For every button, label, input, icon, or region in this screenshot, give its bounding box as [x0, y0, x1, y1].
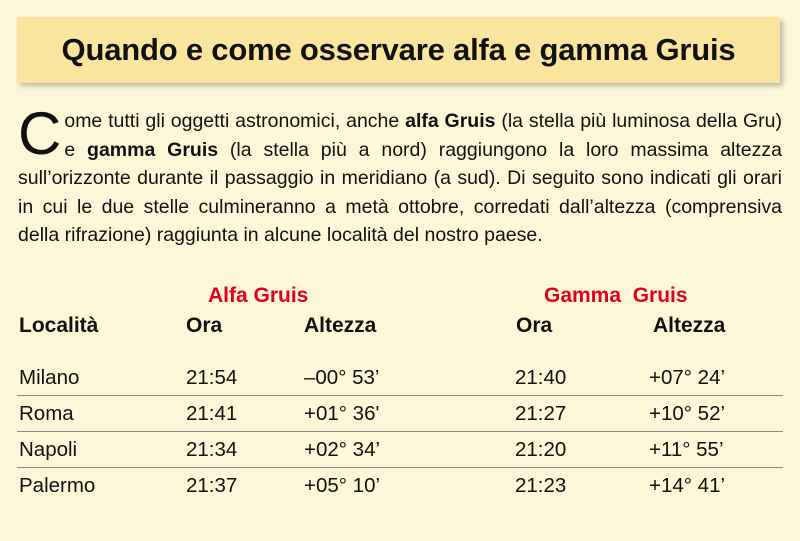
intro-text-2: (la stella più luminosa della Gru) e	[64, 110, 783, 161]
drop-cap: C	[18, 100, 62, 167]
cell-altitude-gamma: +14° 41’	[649, 474, 726, 497]
cell-location: Roma	[19, 402, 74, 425]
table-row	[17, 432, 783, 468]
header-time-alfa: Ora	[186, 314, 223, 337]
header-altitude-alfa: Altezza	[304, 314, 377, 337]
cell-time-alfa: 21:37	[186, 474, 238, 497]
page-title: Quando e come osservare alfa e gamma Gruis	[61, 32, 736, 67]
cell-altitude-gamma: +07° 24’	[649, 366, 726, 389]
cell-time-alfa: 21:41	[186, 402, 238, 425]
table-row	[17, 396, 783, 432]
header-time-gamma: Ora	[516, 314, 553, 337]
intro-bold-alfa: alfa Gruis	[405, 110, 496, 132]
table-row	[17, 468, 783, 503]
title-box	[17, 17, 780, 83]
cell-altitude-alfa: +02° 34’	[304, 438, 381, 461]
star-label-alfa: Alfa Gruis	[208, 284, 309, 307]
header-altitude-gamma: Altezza	[653, 314, 726, 337]
cell-altitude-alfa: +01° 36'	[304, 402, 380, 425]
star-label-gamma: Gamma Gruis	[544, 284, 688, 307]
cell-location: Palermo	[19, 474, 96, 497]
intro-bold-gamma: gamma Gruis	[87, 138, 219, 161]
header-location: Località	[19, 314, 99, 337]
table-row	[17, 360, 783, 396]
culmination-table	[17, 360, 783, 503]
intro-text-1: ome tutti gli oggetti astronomici, anche	[64, 110, 406, 132]
cell-time-alfa: 21:54	[186, 366, 238, 389]
cell-location: Milano	[19, 366, 80, 389]
cell-time-gamma: 21:20	[515, 438, 567, 461]
cell-time-gamma: 21:23	[515, 474, 567, 497]
cell-time-gamma: 21:27	[515, 402, 567, 425]
cell-location: Napoli	[19, 438, 78, 461]
cell-time-alfa: 21:34	[186, 438, 238, 461]
intro-text-3: (la stella più a nord) raggiungono la loro massima altezza sull’orizzonte durante il passaggio in meridiano (a sud). Di seguito sono indicati gli orari in cui le due stelle culmineranno a metà ottobre, corredati dall’altezza (comprensiva della rifrazione) raggiunta in alcune località del nostro paese.	[18, 138, 782, 246]
cell-altitude-gamma: +11° 55’	[649, 438, 724, 461]
intro-paragraph	[18, 100, 783, 250]
cell-time-gamma: 21:40	[515, 366, 567, 389]
cell-altitude-alfa: –00° 53’	[304, 366, 380, 389]
cell-altitude-alfa: +05° 10’	[304, 474, 381, 497]
cell-altitude-gamma: +10° 52’	[649, 402, 726, 425]
